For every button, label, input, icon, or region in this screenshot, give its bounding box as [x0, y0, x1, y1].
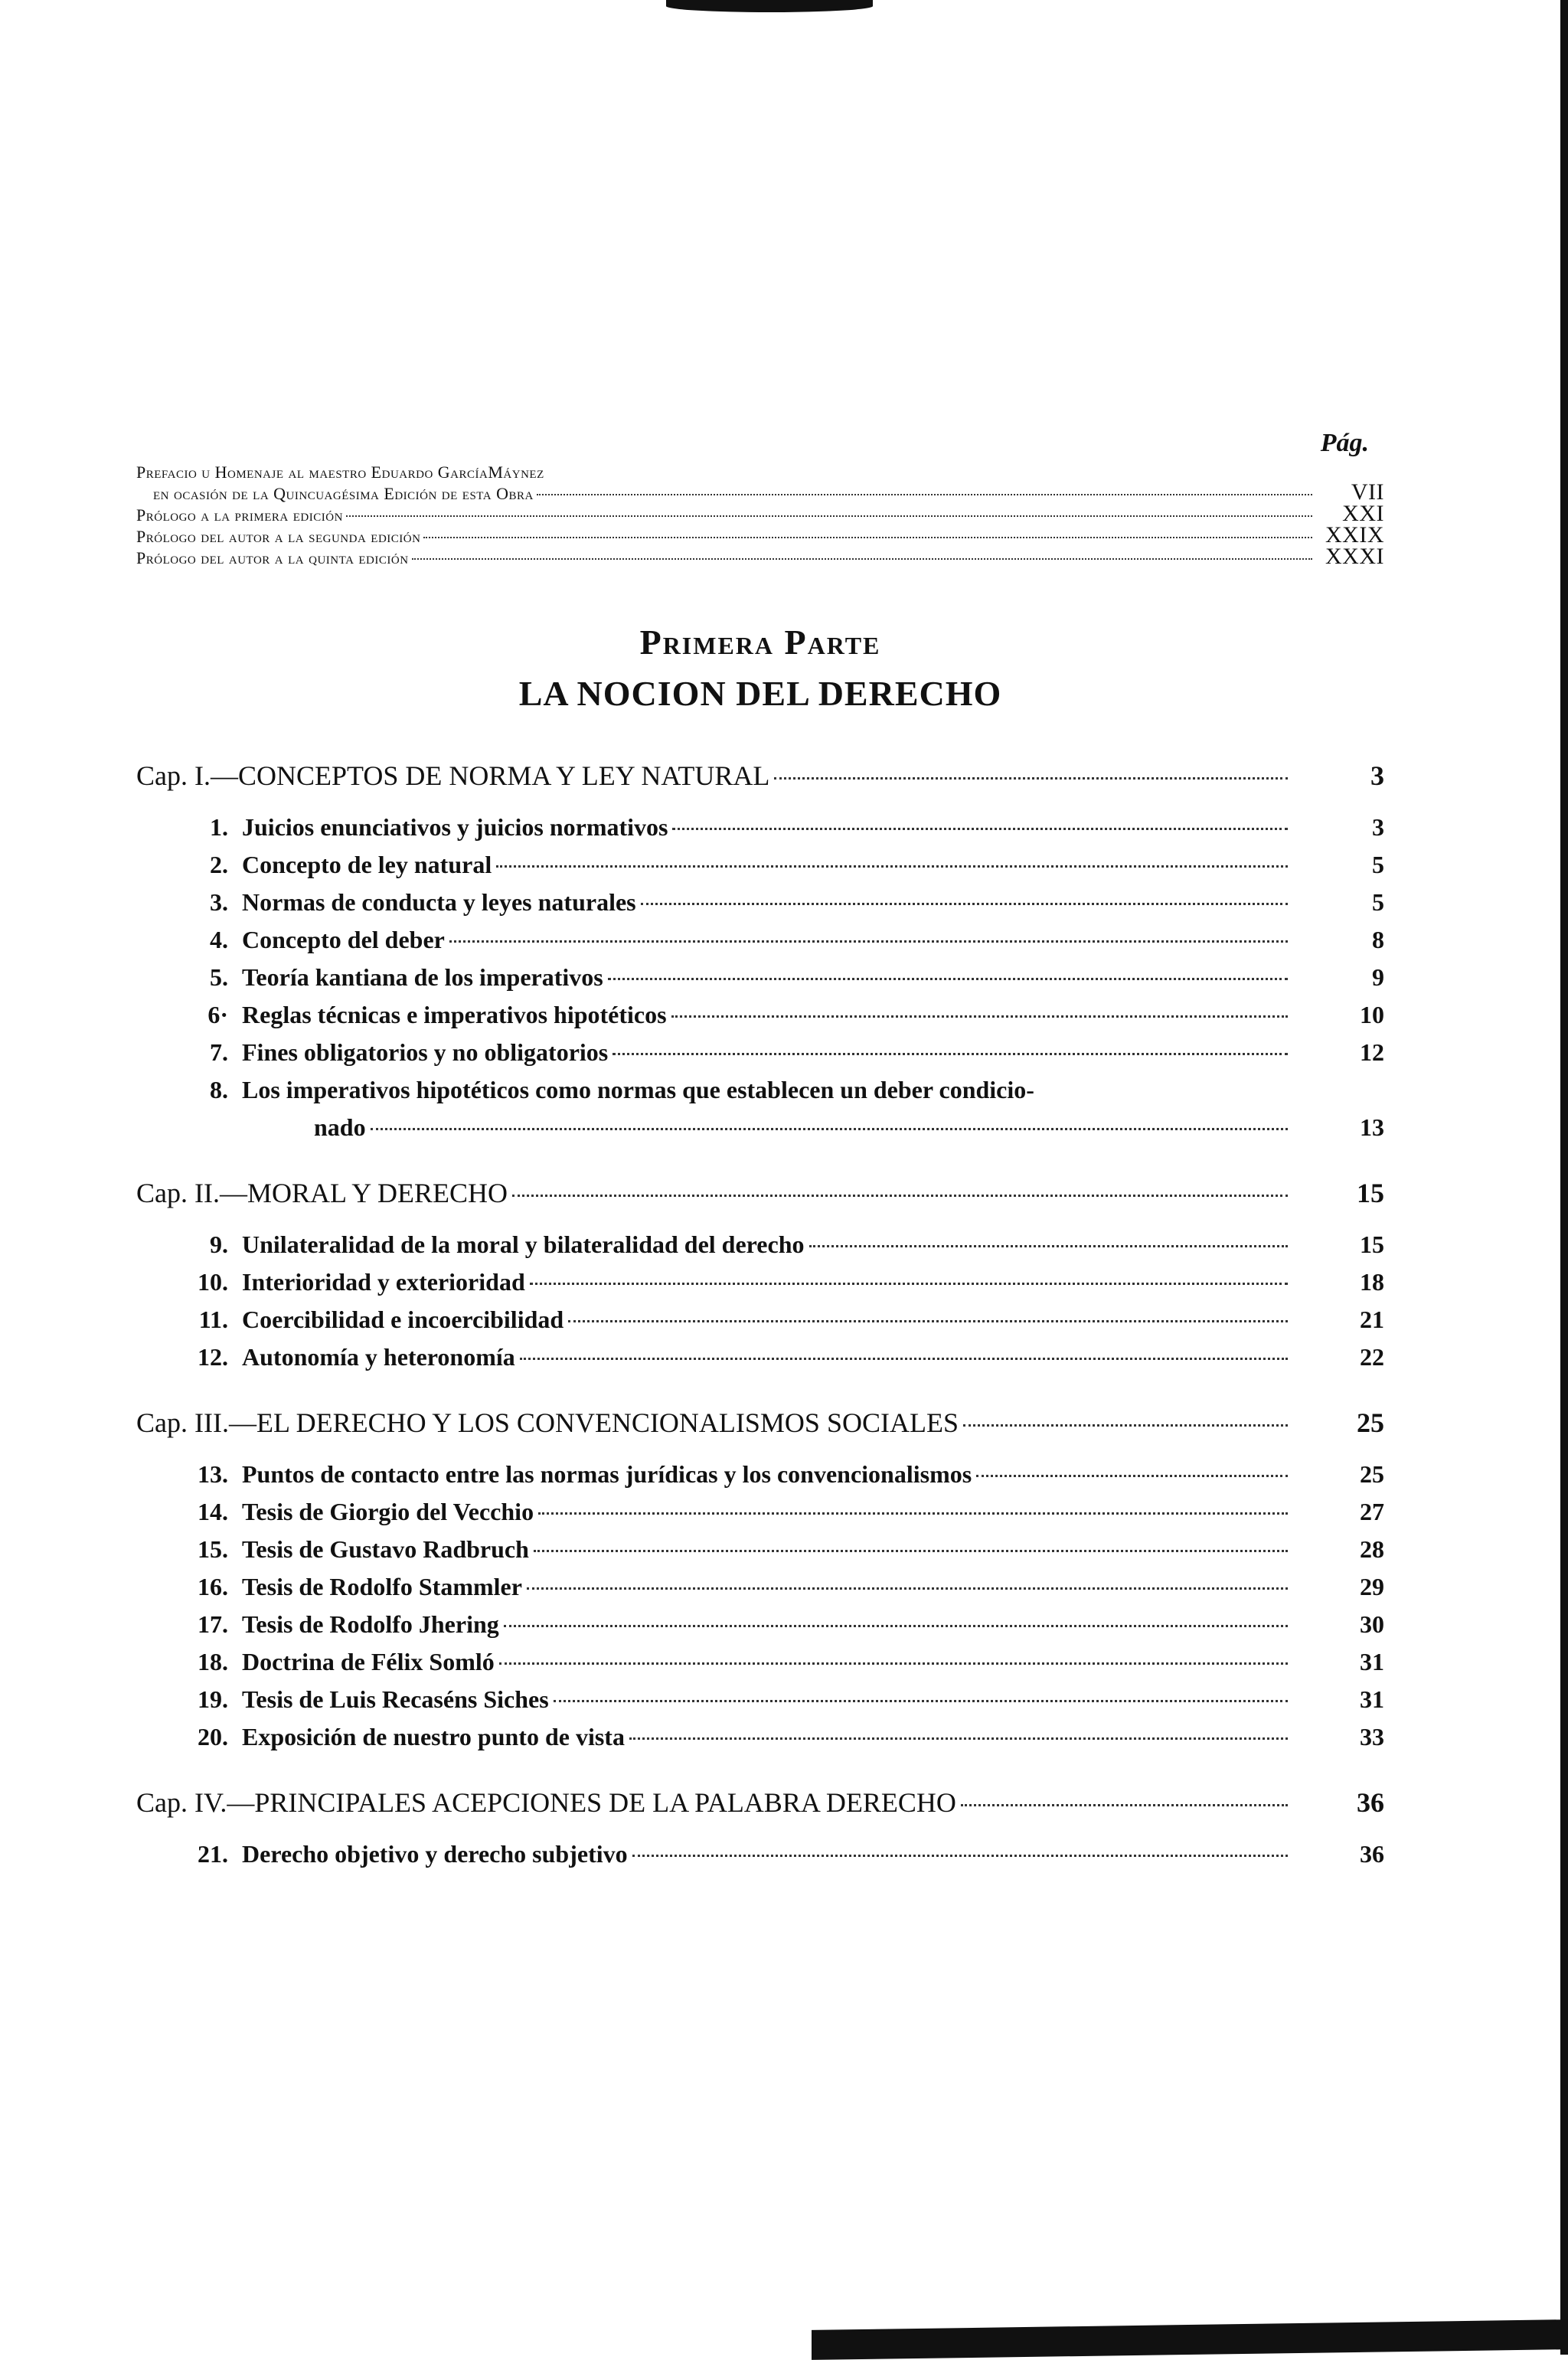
section-title: Coercibilidad e incoercibilidad [242, 1306, 564, 1333]
section-entry [136, 1681, 1384, 1718]
preliminary-title: Prefacio u Homenaje al maestro Eduardo GarcíaMáynez [136, 463, 544, 482]
dot-leader [671, 1015, 1288, 1018]
preliminary-title: Prólogo a la primera edición [136, 505, 343, 525]
section-title: Los imperativos hipotéticos como normas que establecen un deber condicio- [242, 1076, 1034, 1103]
section-entry [136, 921, 1384, 959]
preliminary-title: Prólogo del autor a la quinta edición [136, 548, 409, 567]
section-entry [136, 1493, 1384, 1531]
dot-leader [499, 1662, 1288, 1665]
section-page: 13 [1360, 1113, 1384, 1141]
chapter-title: Cap. IV.—PRINCIPALES ACEPCIONES DE LA PALABRA DERECHO [136, 1787, 956, 1818]
section-title: Autonomía y heteronomía [242, 1343, 515, 1371]
section-page: 22 [1360, 1343, 1384, 1371]
scan-shadow-top [666, 0, 873, 12]
section-title: Concepto de ley natural [242, 851, 492, 878]
section-page: 5 [1372, 851, 1384, 878]
section-entry [136, 1034, 1384, 1071]
section-number: 1. [210, 813, 228, 841]
chapter-heading [136, 1786, 1384, 1819]
dot-leader [496, 865, 1288, 868]
dot-leader [809, 1245, 1289, 1247]
part-subtitle: LA NOCION DEL DERECHO [518, 674, 1002, 713]
section-page: 25 [1360, 1460, 1384, 1488]
section-title: Normas de conducta y leyes naturales [242, 888, 636, 916]
section-entry [136, 1263, 1384, 1301]
section-entry [136, 1718, 1384, 1756]
section-title: Tesis de Rodolfo Stammler [242, 1573, 522, 1600]
preliminary-page: XXI [1342, 501, 1384, 526]
preliminaries [136, 463, 1384, 568]
section-number: 13. [198, 1460, 228, 1488]
section-title: Unilateralidad de la moral y bilateralidad del derecho [242, 1231, 805, 1258]
section-page: 30 [1360, 1610, 1384, 1638]
preliminary-title: Prólogo del autor a la segunda edición [136, 527, 421, 546]
dot-leader [672, 828, 1288, 830]
section-number: 12. [198, 1343, 228, 1371]
section-number: 15. [198, 1535, 228, 1563]
section-title-continuation: nado [314, 1113, 366, 1141]
section-title: Exposición de nuestro punto de vista [242, 1723, 625, 1750]
chapter-heading [136, 1407, 1384, 1439]
section-number: 17. [198, 1610, 228, 1638]
preliminary-entry [136, 501, 1384, 526]
section-title: Tesis de Rodolfo Jhering [242, 1610, 499, 1638]
preliminary-entry [136, 479, 1384, 505]
section-number: 10. [198, 1268, 228, 1296]
section-number: 20. [198, 1723, 228, 1750]
section-title: Derecho objetivo y derecho subjetivo [242, 1840, 628, 1868]
section-entry [136, 1606, 1384, 1643]
section-title: Juicios enunciativos y juicios normativos [242, 813, 668, 841]
dot-leader [632, 1855, 1288, 1857]
section-title: Doctrina de Félix Somló [242, 1648, 495, 1675]
section-page: 36 [1360, 1840, 1384, 1868]
dot-leader [612, 1053, 1288, 1055]
section-page: 3 [1372, 813, 1384, 841]
dot-leader [554, 1700, 1288, 1702]
page-column-label: Pág. [1320, 429, 1369, 457]
section-entry [136, 1531, 1384, 1568]
section-title: Teoría kantiana de los imperativos [242, 963, 603, 991]
section-title: Tesis de Luis Recaséns Siches [242, 1685, 549, 1713]
section-title: Tesis de Gustavo Radbruch [242, 1535, 529, 1563]
section-page: 21 [1360, 1306, 1384, 1333]
section-entry [136, 1226, 1384, 1263]
section-entry [136, 1835, 1384, 1873]
section-number: 4. [210, 926, 228, 953]
section-page: 8 [1372, 926, 1384, 953]
section-title: Interioridad y exterioridad [242, 1268, 525, 1296]
section-number: 18. [198, 1648, 228, 1675]
dot-leader [568, 1320, 1288, 1322]
dot-leader [608, 978, 1288, 980]
section-entry [136, 884, 1384, 921]
chapter-page: 25 [1357, 1407, 1384, 1438]
section-entry [136, 846, 1384, 884]
dot-leader [423, 537, 1312, 538]
section-number: 8. [210, 1076, 228, 1103]
section-number: 14. [198, 1498, 228, 1525]
section-page: 31 [1360, 1648, 1384, 1675]
section-number: 11. [198, 1306, 228, 1333]
dot-leader [961, 1804, 1288, 1806]
preliminary-page: XXIX [1325, 522, 1384, 548]
preliminary-entry [136, 544, 1384, 569]
dot-leader [449, 940, 1288, 943]
dot-leader [346, 515, 1312, 517]
chapter-title: Cap. II.—MORAL Y DERECHO [136, 1178, 508, 1208]
chapter-page: 3 [1370, 760, 1384, 791]
section-entry [136, 1643, 1384, 1681]
section-page: 12 [1360, 1038, 1384, 1066]
section-page: 10 [1360, 1001, 1384, 1028]
section-title: Fines obligatorios y no obligatorios [242, 1038, 609, 1066]
dot-leader [641, 903, 1288, 905]
section-number: 19. [198, 1685, 228, 1713]
section-page: 15 [1360, 1231, 1384, 1258]
section-page: 27 [1360, 1498, 1384, 1525]
dot-leader [412, 558, 1312, 560]
dot-leader [520, 1358, 1288, 1360]
dot-leader [774, 777, 1288, 780]
section-page: 28 [1360, 1535, 1384, 1563]
section-title: Puntos de contacto entre las normas jurídicas y los convencionalismos [242, 1460, 972, 1488]
chapter-page: 15 [1357, 1178, 1384, 1208]
dot-leader [371, 1128, 1288, 1130]
section-number: 16. [198, 1573, 228, 1600]
scan-shadow-right [1560, 0, 1568, 2355]
section-entry-continuation [136, 1109, 1384, 1146]
section-title: Tesis de Giorgio del Vecchio [242, 1498, 534, 1525]
dot-leader [527, 1587, 1288, 1590]
section-entry [136, 996, 1384, 1034]
chapter-title: Cap. I.—CONCEPTOS DE NORMA Y LEY NATURAL [136, 760, 770, 791]
dot-leader [963, 1424, 1288, 1427]
section-entry [136, 1071, 1384, 1109]
section-number: 21. [198, 1840, 228, 1868]
dot-leader [538, 1512, 1288, 1515]
dot-leader [537, 494, 1312, 495]
dot-leader [530, 1283, 1288, 1285]
dot-leader [976, 1475, 1288, 1477]
section-page: 5 [1372, 888, 1384, 916]
section-title: Reglas técnicas e imperativos hipotéticos [242, 1001, 667, 1028]
section-number: 7. [210, 1038, 228, 1066]
chapter-page: 36 [1357, 1787, 1384, 1818]
dot-leader [629, 1737, 1288, 1740]
section-number: 3. [210, 888, 228, 916]
dot-leader [504, 1625, 1288, 1627]
section-entry [136, 1339, 1384, 1376]
dot-leader [512, 1195, 1288, 1197]
section-entry [136, 1568, 1384, 1606]
section-page: 29 [1360, 1573, 1384, 1600]
section-title: Concepto del deber [242, 926, 445, 953]
section-number: 6· [207, 1001, 228, 1028]
preliminary-title: en ocasión de la Quincuagésima Edición de esta Obra [153, 484, 534, 503]
section-entry [136, 1456, 1384, 1493]
section-number: 5. [210, 963, 228, 991]
section-page: 9 [1372, 963, 1384, 991]
table-of-contents [136, 760, 1384, 1873]
section-entry [136, 809, 1384, 846]
section-number: 9. [210, 1231, 228, 1258]
section-page: 18 [1360, 1268, 1384, 1296]
section-entry [136, 959, 1384, 996]
section-number: 2. [210, 851, 228, 878]
preliminary-page: VII [1351, 479, 1384, 505]
preliminary-entry [136, 463, 1384, 482]
preliminary-page: XXXI [1325, 544, 1384, 569]
toc-page [136, 429, 1384, 1873]
section-page: 31 [1360, 1685, 1384, 1713]
chapter-heading [136, 1177, 1384, 1209]
part-title: Primera Parte [639, 623, 881, 662]
chapter-heading [136, 760, 1384, 792]
section-entry [136, 1301, 1384, 1339]
section-page: 33 [1360, 1723, 1384, 1750]
chapter-title: Cap. III.—EL DERECHO Y LOS CONVENCIONALISMOS SOCIALES [136, 1407, 959, 1438]
preliminary-entry [136, 522, 1384, 548]
dot-leader [534, 1550, 1288, 1552]
scan-shadow-bottom [812, 2319, 1568, 2360]
